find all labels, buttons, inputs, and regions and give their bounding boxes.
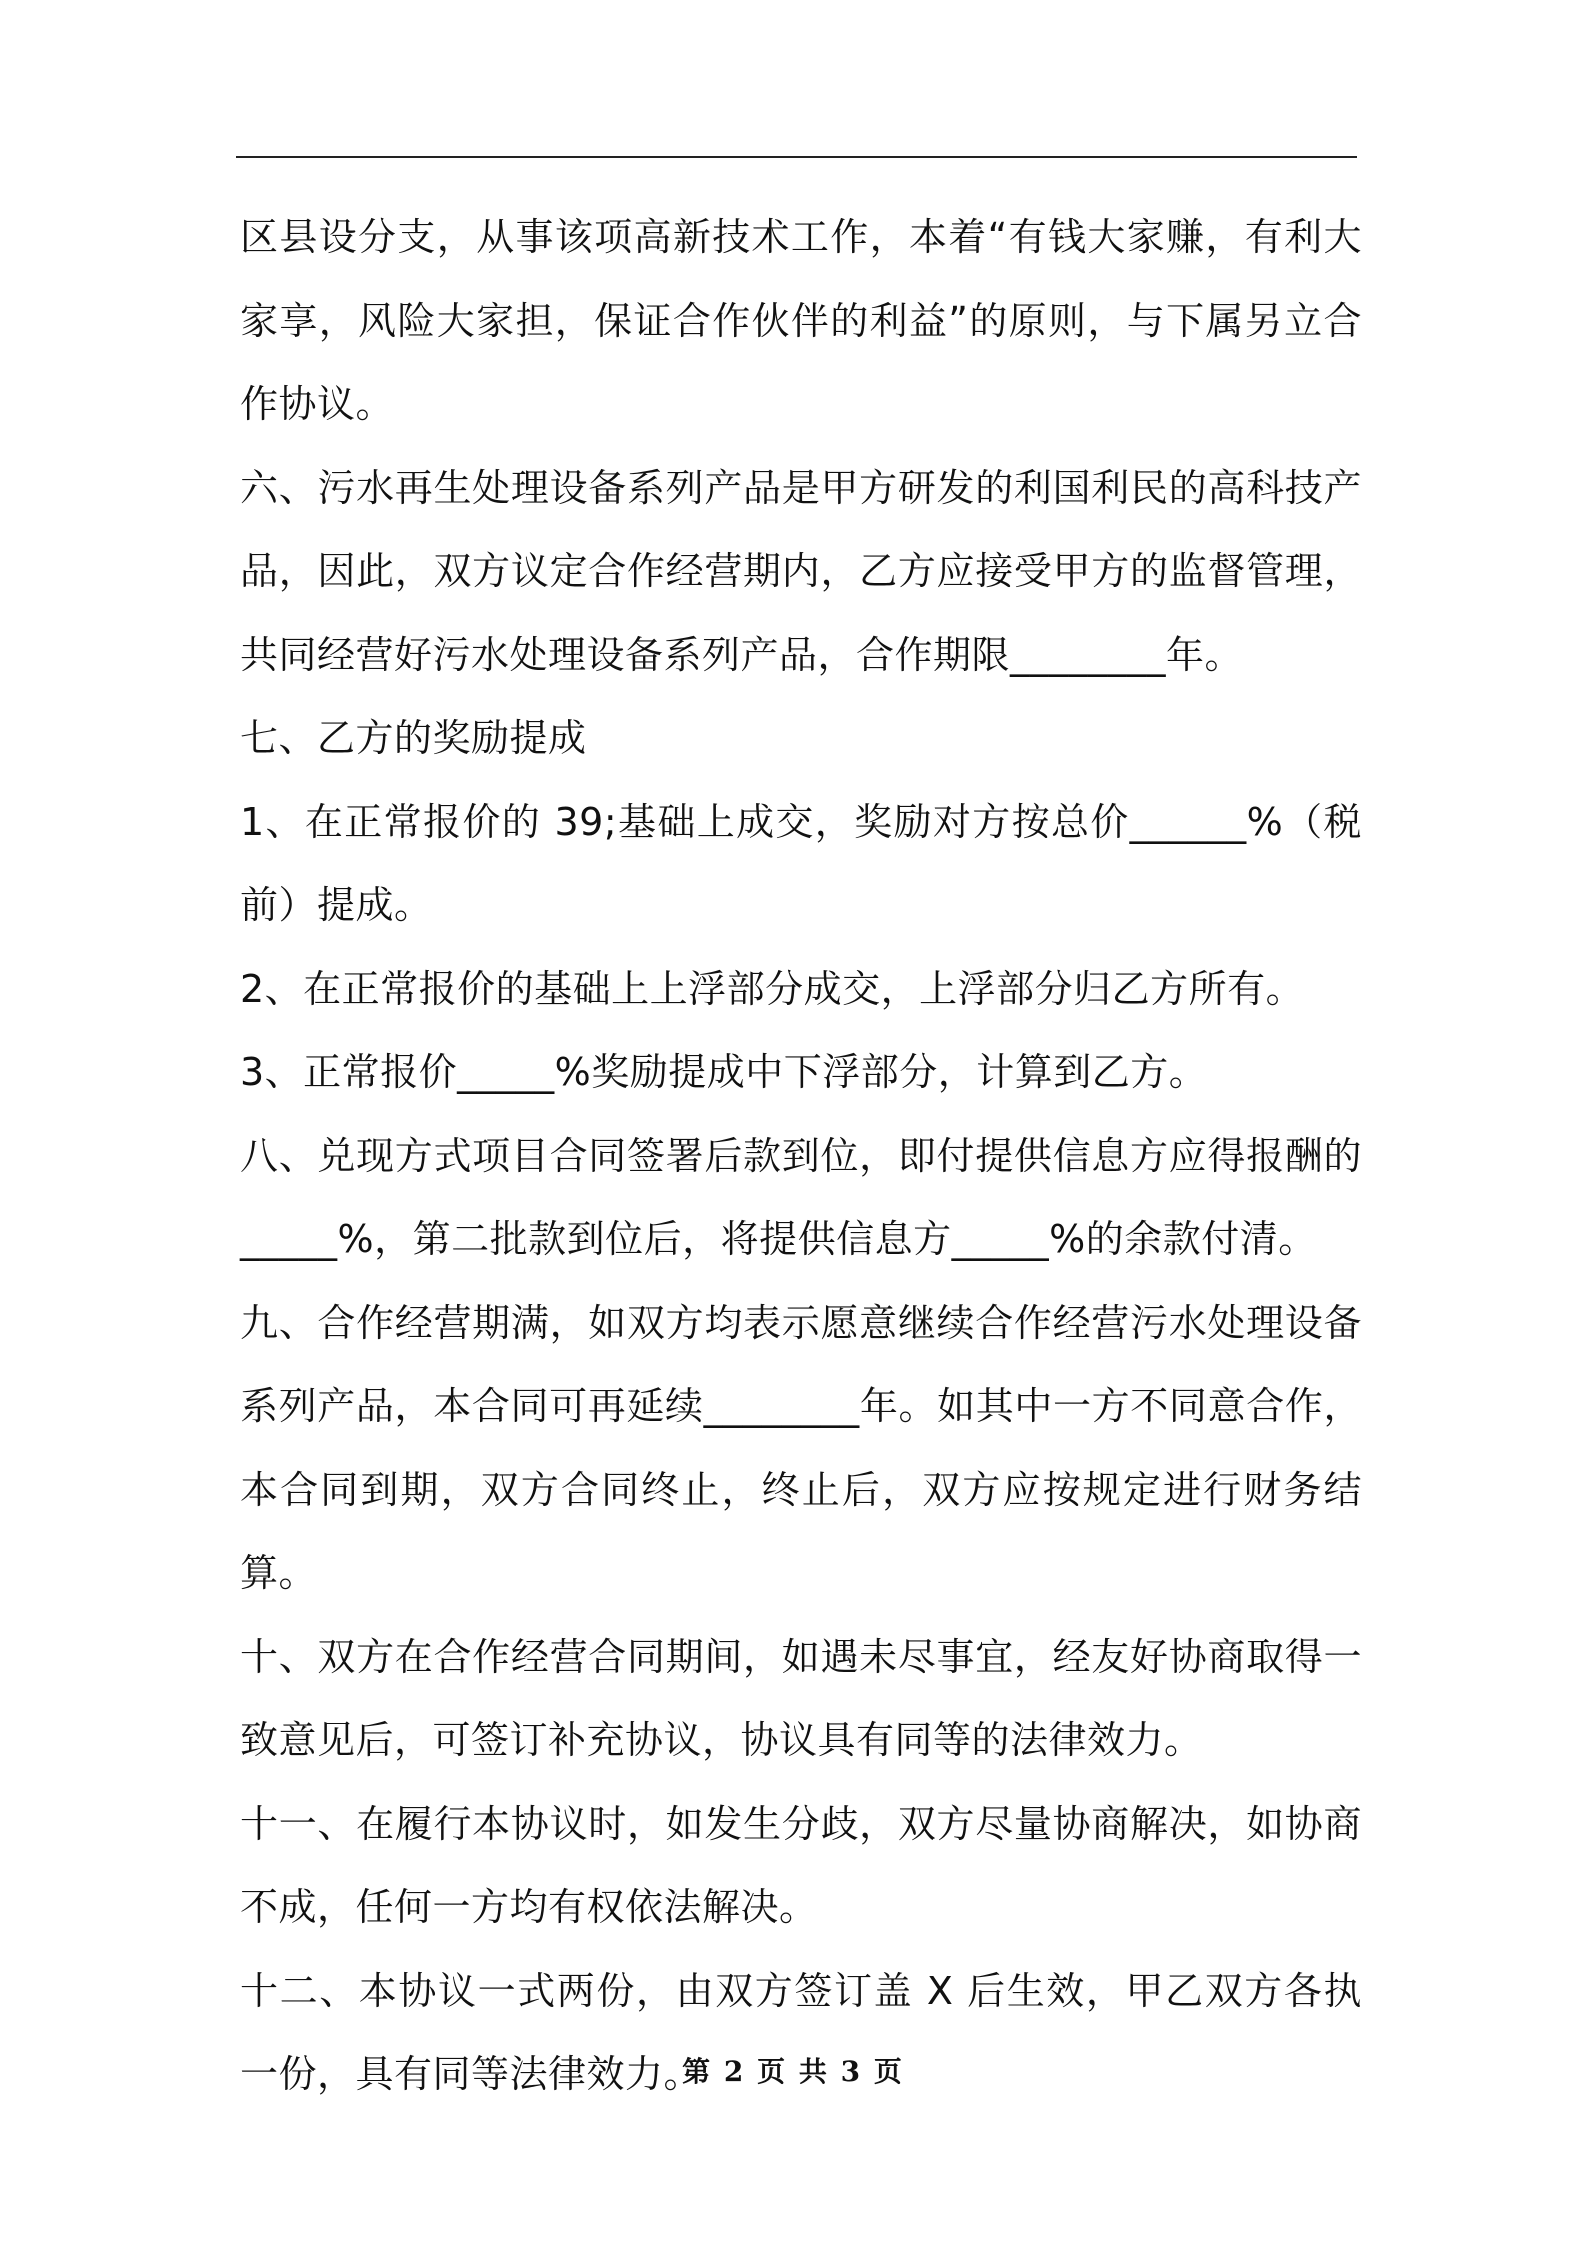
paragraph-clause-7-heading: 七、乙方的奖励提成 <box>240 716 587 760</box>
paragraph-clause-6: 六、污水再生处理设备系列产品是甲方研发的利国利民的高科技产品，因此，双方议定合作经营期内，乙方应接受甲方的监督管理，共同经营好污水处理设备系列产品，合作期限________年。 <box>240 465 1362 677</box>
paragraph-clause-7-item-3: 3、正常报价_____%奖励提成中下浮部分，计算到乙方。 <box>240 1050 1208 1094</box>
paragraph-clause-7-item-1: 1、在正常报价的 39;基础上成交，奖励对方按总价______%（税前）提成。 <box>240 799 1362 927</box>
page-footer-number: 第 2 页 共 3 页 <box>682 2055 904 2088</box>
header-divider <box>236 156 1357 158</box>
paragraph-clause-8: 八、兑现方式项目合同签署后款到位，即付提供信息方应得报酬的_____%，第二批款到位后，将提供信息方_____%的余款付清。 <box>240 1133 1362 1261</box>
paragraph-clause-7-item-2: 2、在正常报价的基础上上浮部分成交，上浮部分归乙方所有。 <box>240 966 1305 1011</box>
paragraph-clause-12: 十二、本协议一式两份，由双方签订盖 X 后生效，甲乙双方各执一份，具有同等法律效力。 <box>240 1968 1362 2096</box>
paragraph-intro-continuation: 区县设分支，从事该项高新技术工作，本着“有钱大家赚，有利大家享，风险大家担，保证合作伙伴的利益”的原则，与下属另立合作协议。 <box>240 215 1362 426</box>
paragraph-clause-11: 十一、在履行本协议时，如发生分歧，双方尽量协商解决，如协商不成，任何一方均有权依法解决。 <box>240 1801 1362 1929</box>
document-body <box>240 196 1362 2117</box>
paragraph-clause-9: 九、合作经营期满，如双方均表示愿意继续合作经营污水处理设备系列产品，本合同可再延续________年。如其中一方不同意合作，本合同到期，双方合同终止，终止后，双方应按规定进行财务结算。 <box>240 1300 1362 1595</box>
paragraph-clause-10: 十、双方在合作经营合同期间，如遇未尽事宜，经友好协商取得一致意见后，可签订补充协议，协议具有同等的法律效力。 <box>240 1634 1362 1762</box>
